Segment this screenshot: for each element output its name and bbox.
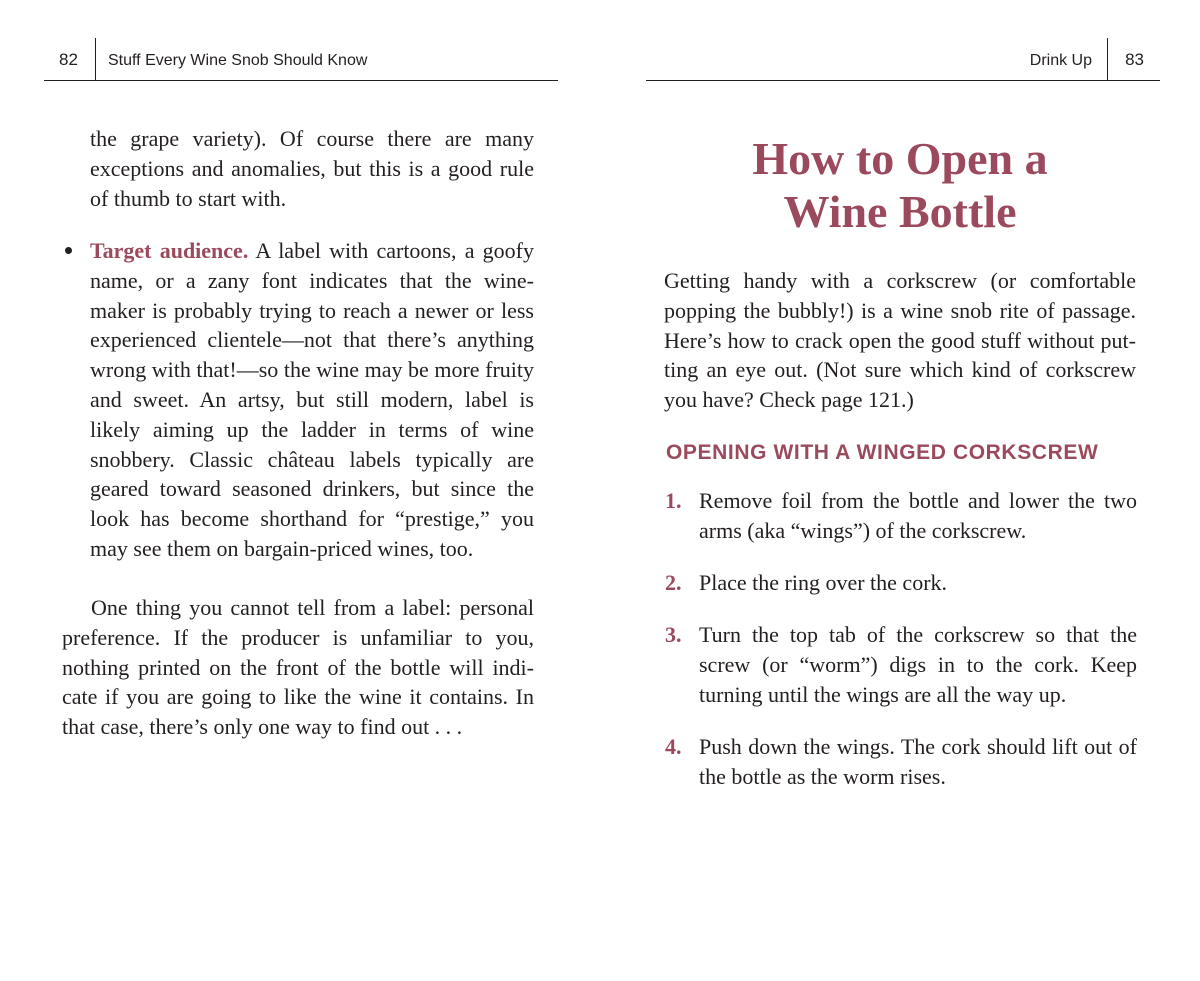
closing-paragraph: One thing you cannot tell from a label: personal preference. If the producer is unfamiliar to you, nothing printed on the front of the bottle will indi-cate if you are going to like the wine it contains. In that case, there’s only one way to find out . . .: [62, 595, 534, 740]
step-number: 2.: [665, 570, 682, 595]
bullet-icon: [65, 247, 72, 254]
bullet-item: [90, 236, 534, 564]
title-line-1: How to Open a: [752, 133, 1048, 184]
book-title: Stuff Every Wine Snob Should Know: [108, 52, 368, 69]
chapter-name: Drink Up: [1029, 52, 1092, 69]
header-divider: [95, 38, 96, 80]
running-head: [44, 38, 558, 81]
section-heading: OPENING WITH A WINGED CORKSCREW: [666, 441, 1099, 464]
right-page: [600, 0, 1200, 981]
header-divider: [1107, 38, 1108, 80]
page-number: 83: [1125, 50, 1144, 69]
step-text: Turn the top tab of the corkscrew so that the screw (or “worm”) digs in to the cork. Keep turning until the wings are all the way up.: [699, 622, 1137, 707]
title-line-2: Wine Bottle: [783, 186, 1017, 237]
running-head: [646, 38, 1160, 81]
step-text: Push down the wings. The cork should lift out of the bottle as the worm rises.: [699, 734, 1137, 789]
continued-paragraph: the grape variety). Of course there are many exceptions and anomalies, but this is a good rule of thumb to start with.: [90, 126, 534, 211]
step-number: 3.: [665, 622, 682, 647]
step-text: Remove foil from the bottle and lower the two arms (aka “wings”) of the corkscrew.: [699, 488, 1137, 543]
chapter-title: [700, 132, 1100, 238]
step-text: Place the ring over the cork.: [699, 570, 948, 595]
page-number: 82: [59, 50, 78, 69]
intro-paragraph: Getting handy with a corkscrew (or comfortable popping the bubbly!) is a wine snob rite of passage. Here’s how to crack open the good stuff without put-ting an eye out. (Not sure which kind of corkscrew you have? Check page 121.): [664, 268, 1136, 413]
step-number: 1.: [665, 488, 682, 513]
bullet-text: A label with cartoons, a goofy name, or a zany font indicates that the wine-maker is probably trying to reach a newer or less experienced clientele—not that there’s anything wrong with that!—so the wine may be more fruity and sweet. An artsy, but still modern, label is likely aiming up the ladder in terms of wine snobbery. Classic château labels typically are geared toward seasoned drinkers, but since the look has become shorthand for “prestige,” you may see them on bargain-priced wines, too.: [90, 238, 534, 561]
bullet-term: Target audience.: [90, 238, 249, 263]
step-number: 4.: [665, 734, 682, 759]
